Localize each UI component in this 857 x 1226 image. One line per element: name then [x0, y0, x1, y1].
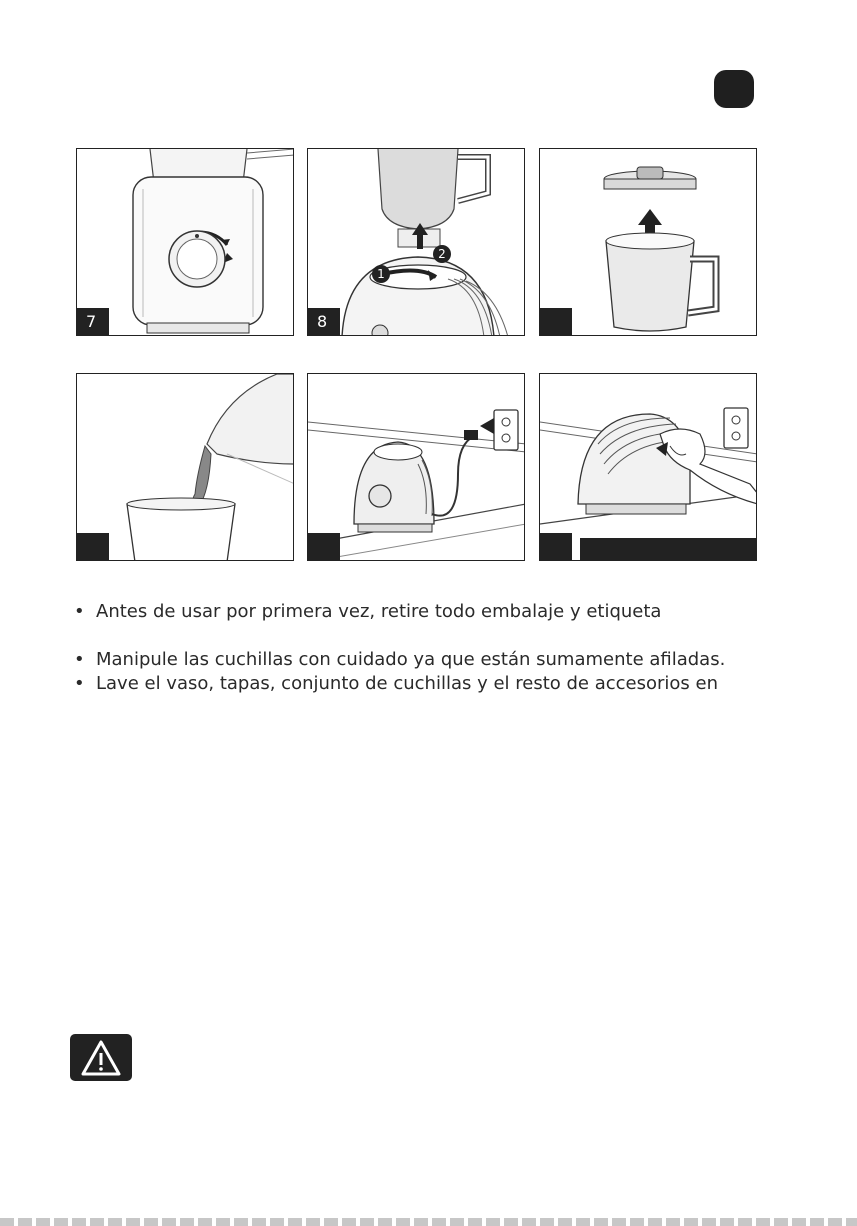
illustration-panel-8 — [307, 148, 525, 336]
illustration-panel-10 — [76, 373, 294, 561]
illustration-panel-7 — [76, 148, 294, 336]
instruction-list — [72, 600, 832, 696]
illustration-panel-9 — [539, 148, 757, 336]
warning-triangle-icon — [70, 1034, 132, 1081]
page-number-badge — [714, 70, 754, 108]
blender-dial-illustration — [77, 149, 294, 336]
list-item: • Antes de usar por primera vez, retire todo embalaje y etiqueta — [72, 600, 832, 624]
step-number: 8 — [308, 308, 340, 335]
step-number: 7 — [77, 308, 109, 335]
step-number — [77, 533, 109, 560]
caption-bar — [580, 538, 756, 560]
pouring-illustration — [77, 374, 294, 561]
step-number — [540, 533, 572, 560]
step-number — [308, 533, 340, 560]
callout-1: 1 — [372, 265, 390, 283]
unplug-illustration — [308, 374, 525, 561]
illustration-panel-12 — [539, 373, 757, 561]
callout-2: 2 — [433, 245, 451, 263]
jar-removal-illustration — [308, 149, 525, 336]
illustration-panel-11 — [307, 373, 525, 561]
list-item: • Manipule las cuchillas con cuidado ya que están sumamente afiladas. — [72, 648, 832, 672]
step-number — [540, 308, 572, 335]
footer-rule — [0, 1218, 857, 1226]
wiping-base-illustration — [540, 374, 757, 561]
list-item: • Lave el vaso, tapas, conjunto de cuchillas y el resto de accesorios en — [72, 672, 832, 696]
lid-removal-illustration — [540, 149, 757, 336]
